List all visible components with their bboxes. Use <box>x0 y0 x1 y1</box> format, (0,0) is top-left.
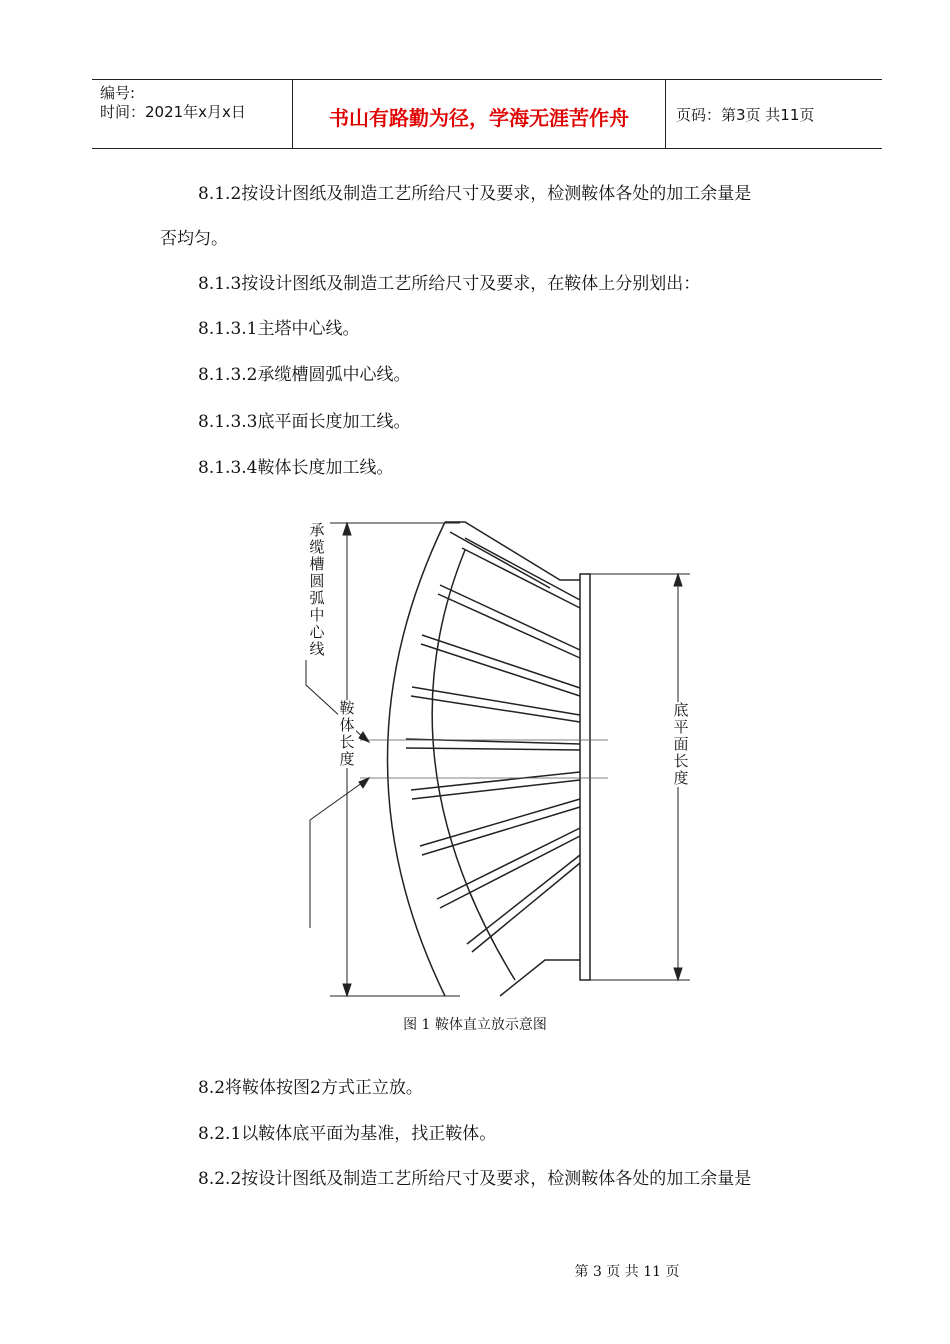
paragraph-8-1-2-cont: 否均匀。 <box>160 229 228 249</box>
rib-4 <box>411 687 580 722</box>
paragraph-8-2-2: 8.2.2按设计图纸及制造工艺所给尺寸及要求，检测鞍体各处的加工余量是 <box>198 1169 752 1189</box>
paragraph-8-1-2: 8.1.2按设计图纸及制造工艺所给尺寸及要求，检测鞍体各处的加工余量是 <box>198 184 752 204</box>
leader-upper <box>306 660 366 740</box>
page-header <box>92 79 882 149</box>
saddle-length-arrow-top <box>343 523 351 535</box>
paragraph-8-1-3-1: 8.1.3.1主塔中心线。 <box>198 319 360 339</box>
label-bottom-length: 底平面长度 <box>673 701 689 787</box>
saddle-diagram <box>290 510 710 1010</box>
leader-upper-arrow <box>359 732 369 742</box>
paragraph-8-2: 8.2将鞍体按图2方式正立放。 <box>198 1078 423 1098</box>
rib-9 <box>467 855 580 952</box>
paragraph-8-1-3-2: 8.1.3.2承缆槽圆弧中心线。 <box>198 365 411 385</box>
page-info: 页码：第3页 共11页 <box>676 106 815 124</box>
rib-3 <box>421 635 580 696</box>
header-right-cell <box>666 80 882 148</box>
paragraph-8-1-3-4: 8.1.3.4鞍体长度加工线。 <box>198 458 394 478</box>
saddle-bottom-edge <box>500 960 580 996</box>
time-label: 时间：2021年x月x日 <box>100 103 246 121</box>
saddle-outer-arc <box>388 522 446 996</box>
rib-7 <box>420 799 580 855</box>
header-middle-cell <box>293 80 666 148</box>
number-label: 编号: <box>100 84 136 102</box>
saddle-length-arrow-bottom <box>343 984 351 996</box>
paragraph-8-1-3: 8.1.3按设计图纸及制造工艺所给尺寸及要求，在鞍体上分别划出： <box>198 274 701 294</box>
paragraph-8-2-1: 8.2.1以鞍体底平面为基准，找正鞍体。 <box>198 1124 497 1144</box>
page-footer: 第 3 页 共 11 页 <box>574 1264 680 1280</box>
label-saddle-length: 鞍体长度 <box>339 699 355 768</box>
saddle-base-plate <box>580 574 590 980</box>
rib-8 <box>437 828 580 908</box>
leader-lower <box>310 780 366 928</box>
bottom-length-arrow-bottom <box>674 968 682 980</box>
header-left-cell <box>92 80 293 148</box>
saddle-top-edge-inner <box>450 532 550 588</box>
leader-lower-arrow <box>359 778 369 788</box>
label-cable-groove: 承缆槽圆弧中心线 <box>309 521 325 658</box>
slogan: 书山有路勤为径，学海无涯苦作舟 <box>329 106 629 130</box>
paragraph-8-1-3-3: 8.1.3.3底平面长度加工线。 <box>198 412 411 432</box>
bottom-length-arrow-top <box>674 574 682 586</box>
rib-5 <box>406 739 580 750</box>
figure-caption: 图 1 鞍体直立放示意图 <box>403 1017 547 1033</box>
